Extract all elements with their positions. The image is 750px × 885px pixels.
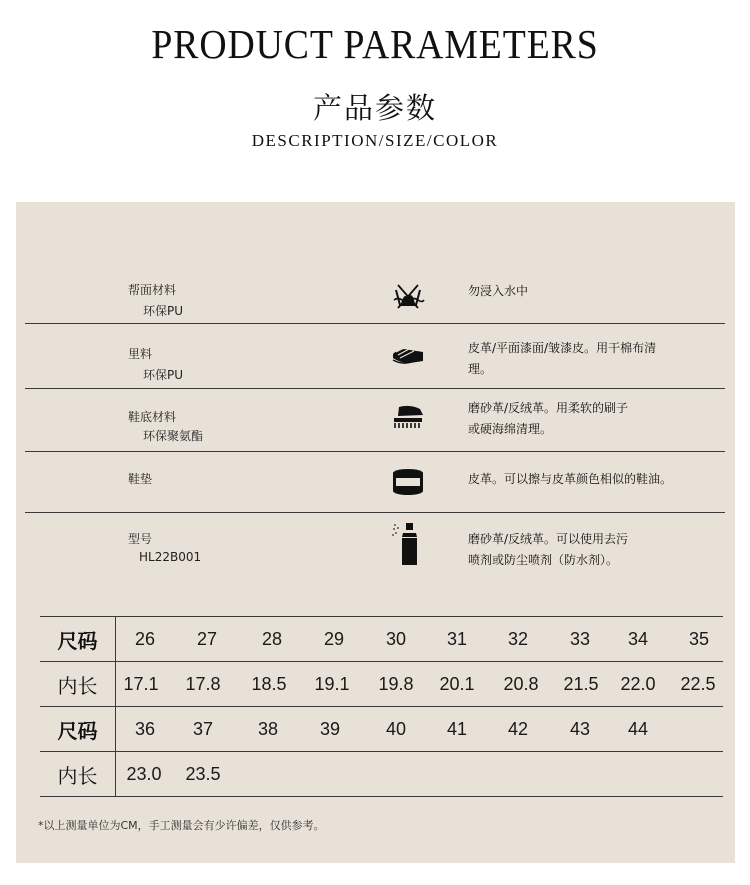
size-cell: 38 xyxy=(257,718,279,739)
length-cell: 19.1 xyxy=(314,673,350,694)
measurement-note: *以上测量单位为CM，手工测量会有少许偏差，仅供参考。 xyxy=(38,819,325,832)
size-cell: 30 xyxy=(385,628,407,649)
size-cell: 31 xyxy=(446,628,468,649)
length-cell: 20.8 xyxy=(503,673,539,694)
size-label: 尺码 xyxy=(40,707,116,751)
length-cell: 18.5 xyxy=(251,673,287,694)
size-cell: 41 xyxy=(446,718,468,739)
size-cell: 37 xyxy=(192,718,214,739)
param-care: 皮革/平面漆面/皱漆皮。用干棉布清 理。 xyxy=(468,341,657,376)
length-row xyxy=(40,662,723,707)
size-cell: 39 xyxy=(319,718,341,739)
param-value: HL22B001 xyxy=(139,550,202,564)
brush-icon xyxy=(390,401,426,435)
param-care: 磨砂革/反绒革。可以使用去污 喷剂或防尘喷剂（防水剂）。 xyxy=(468,532,629,567)
size-cell: 29 xyxy=(323,628,345,649)
size-cell: 35 xyxy=(688,628,710,649)
size-cell: 32 xyxy=(507,628,529,649)
param-row-model xyxy=(25,513,725,593)
size-label: 尺码 xyxy=(40,617,116,661)
size-cell: 28 xyxy=(261,628,283,649)
length-cell: 17.1 xyxy=(123,673,159,694)
param-name: 里料 xyxy=(128,347,153,361)
size-cell: 43 xyxy=(569,718,591,739)
subtitle: DESCRIPTION/SIZE/COLOR xyxy=(251,131,499,150)
param-care: 皮革。可以擦与皮革颜色相似的鞋油。 xyxy=(468,472,673,486)
length-cell: 20.1 xyxy=(439,673,475,694)
param-care: 磨砂革/反绒革。用柔软的刷子 或硬海绵清理。 xyxy=(468,401,629,436)
chinese-title: 产品参数 xyxy=(312,91,437,125)
param-value: 环保聚氨酯 xyxy=(143,429,204,443)
spray-can-icon xyxy=(390,521,426,567)
param-row-sole-material xyxy=(25,389,725,452)
param-row-lining xyxy=(25,324,725,389)
length-cell: 22.0 xyxy=(620,673,656,694)
param-row-insole xyxy=(25,452,725,513)
length-label: 内长 xyxy=(40,662,116,706)
size-table xyxy=(40,616,723,797)
size-row xyxy=(40,616,723,662)
cloth-wipe-icon xyxy=(390,338,426,372)
length-cell: 23.5 xyxy=(185,763,221,784)
size-cell: 27 xyxy=(196,628,218,649)
size-cell: 36 xyxy=(134,718,156,739)
param-care: 勿浸入水中 xyxy=(468,284,529,298)
length-row xyxy=(40,752,723,797)
size-cell: 42 xyxy=(507,718,529,739)
size-cell: 26 xyxy=(134,628,156,649)
size-cell: 44 xyxy=(627,718,649,739)
param-value: 环保PU xyxy=(143,368,184,382)
param-name: 鞋垫 xyxy=(128,472,153,486)
size-cell: 34 xyxy=(627,628,649,649)
size-row xyxy=(40,707,723,752)
length-cell: 19.8 xyxy=(378,673,414,694)
no-soak-water-icon xyxy=(390,278,426,312)
size-cell: 40 xyxy=(385,718,407,739)
length-cell: 23.0 xyxy=(126,763,162,784)
param-value: 环保PU xyxy=(143,304,184,318)
param-name: 帮面材料 xyxy=(128,283,177,297)
shoe-polish-icon xyxy=(390,465,426,499)
parameters-panel xyxy=(16,202,735,863)
param-name: 型号 xyxy=(128,532,153,546)
length-cell: 17.8 xyxy=(185,673,221,694)
length-cell: 22.5 xyxy=(680,673,716,694)
length-cell: 21.5 xyxy=(563,673,599,694)
size-cell: 33 xyxy=(569,628,591,649)
page-title: PRODUCT PARAMETERS xyxy=(151,21,599,67)
param-name: 鞋底材料 xyxy=(128,410,177,424)
param-row-upper-material xyxy=(25,260,725,324)
length-label: 内长 xyxy=(40,752,116,796)
